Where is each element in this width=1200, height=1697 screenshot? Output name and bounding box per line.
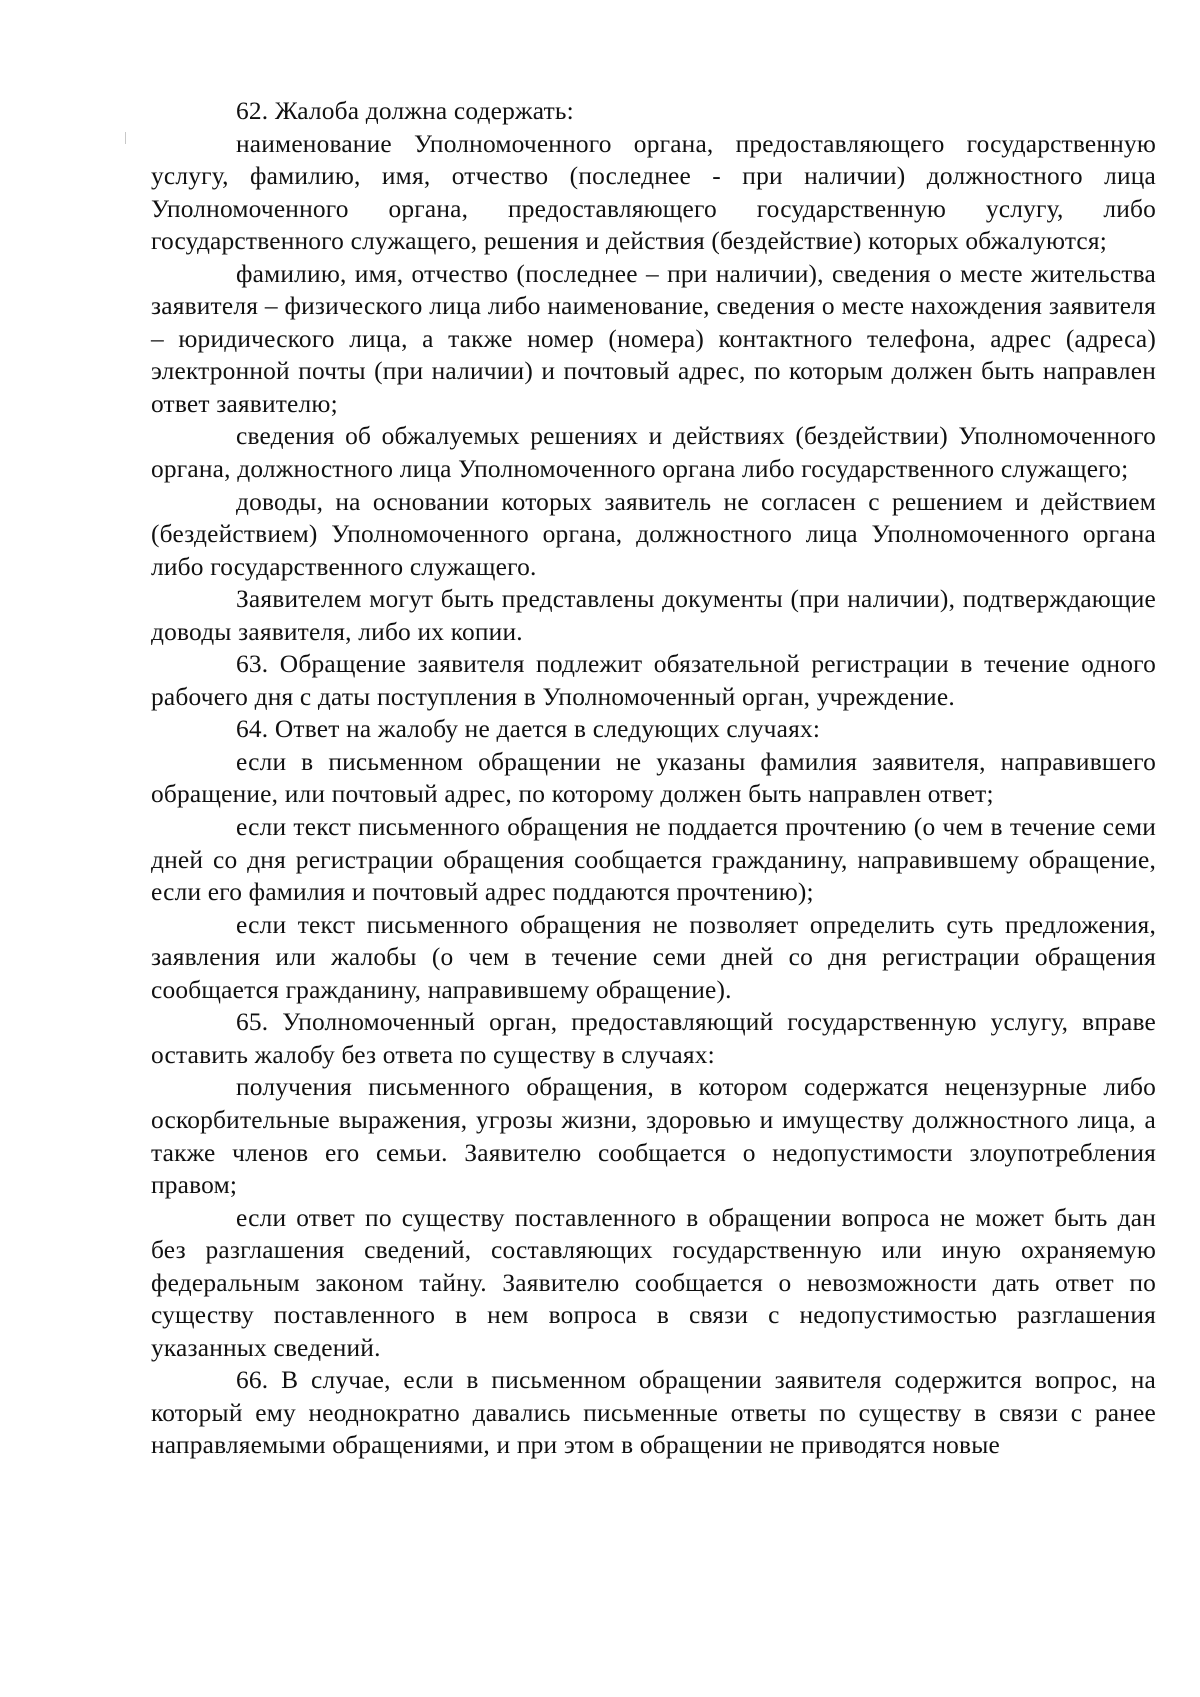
- paragraph-66-repeated: 66. В случае, если в письменном обращении заявителя содержится вопрос, на который ему неоднократно давались письменные ответы по существу в связи с ранее направляемыми обращениями, и при этом в обращении не приводятся новые: [151, 1366, 1156, 1460]
- paragraph-arguments: доводы, на основании которых заявитель не согласен с решением и действием (бездействием) Уполномоченного органа, должностного лица Уполномоченного органа либо государственного служащего.: [151, 487, 1156, 581]
- paragraph-unreadable: если текст письменного обращения не поддается прочтению (о чем в течение семи дней со дня регистрации обращения сообщается гражданину, направившему обращение, если его фамилия и почтовый адрес поддаются прочтению);: [151, 813, 1156, 907]
- paragraph-authority-name: наименование Уполномоченного органа, предоставляющего государственную услугу, фамилию, имя, отчество (последнее - при наличии) должностного лица Уполномоченного органа, предоставляющего государственную услугу, либо государственного служащего, решения и действия (бездействие) которых обжалуются;: [151, 129, 1156, 256]
- paragraph-appealed-decisions: сведения об обжалуемых решениях и действиях (бездействии) Уполномоченного органа, должностного лица Уполномоченного органа либо государственного служащего;: [151, 422, 1156, 484]
- paragraph-unclear-essence: если текст письменного обращения не позволяет определить суть предложения, заявления или жалобы (о чем в течение семи дней со дня регистрации обращения сообщается гражданину, направившему обращение).: [151, 910, 1156, 1004]
- paragraph-64-heading: 64. Ответ на жалобу не дается в следующих случаях:: [236, 715, 821, 744]
- paragraph-65-heading: 65. Уполномоченный орган, предоставляющий государственную услугу, вправе оставить жалобу без ответа по существу в случаях:: [151, 1008, 1156, 1069]
- document-body: [151, 95, 1156, 1462]
- paragraph-documents: Заявителем могут быть представлены документы (при наличии), подтверждающие доводы заявителя, либо их копии.: [151, 585, 1156, 646]
- paragraph-63-registration: 63. Обращение заявителя подлежит обязательной регистрации в течение одного рабочего дня с даты поступления в Уполномоченный орган, учреждение.: [151, 650, 1156, 711]
- paragraph-no-surname: если в письменном обращении не указаны фамилия заявителя, направившего обращение, или почтовый адрес, по которому должен быть направлен ответ;: [151, 747, 1156, 809]
- paragraph-62-heading: 62. Жалоба должна содержать:: [236, 97, 574, 125]
- paragraph-secret: если ответ по существу поставленного в обращении вопроса не может быть дан без разглашения сведений, составляющих государственную или иную охраняемую федеральным законом тайну. Заявителю сообщается о невозможности дать ответ по существу поставленного в нем вопроса в связи с недопустимостью разглашения указанных сведений.: [151, 1203, 1156, 1362]
- paragraph-obscene: получения письменного обращения, в котором содержатся нецензурные либо оскорбительные выражения, угрозы жизни, здоровью и имуществу должностного лица, а также членов его семьи. Заявителю сообщается о недопустимости злоупотребления правом;: [151, 1073, 1156, 1200]
- margin-mark: [125, 132, 126, 144]
- paragraph-applicant-details: фамилию, имя, отчество (последнее – при наличии), сведения о месте жительства заявителя – физического лица либо наименование, сведения о месте нахождения заявителя – юридического лица, а также номер (номера) контактного телефона, адрес (адреса) электронной почты (при наличии) и почтовый адрес, по которым должен быть направлен ответ заявителю;: [151, 259, 1156, 418]
